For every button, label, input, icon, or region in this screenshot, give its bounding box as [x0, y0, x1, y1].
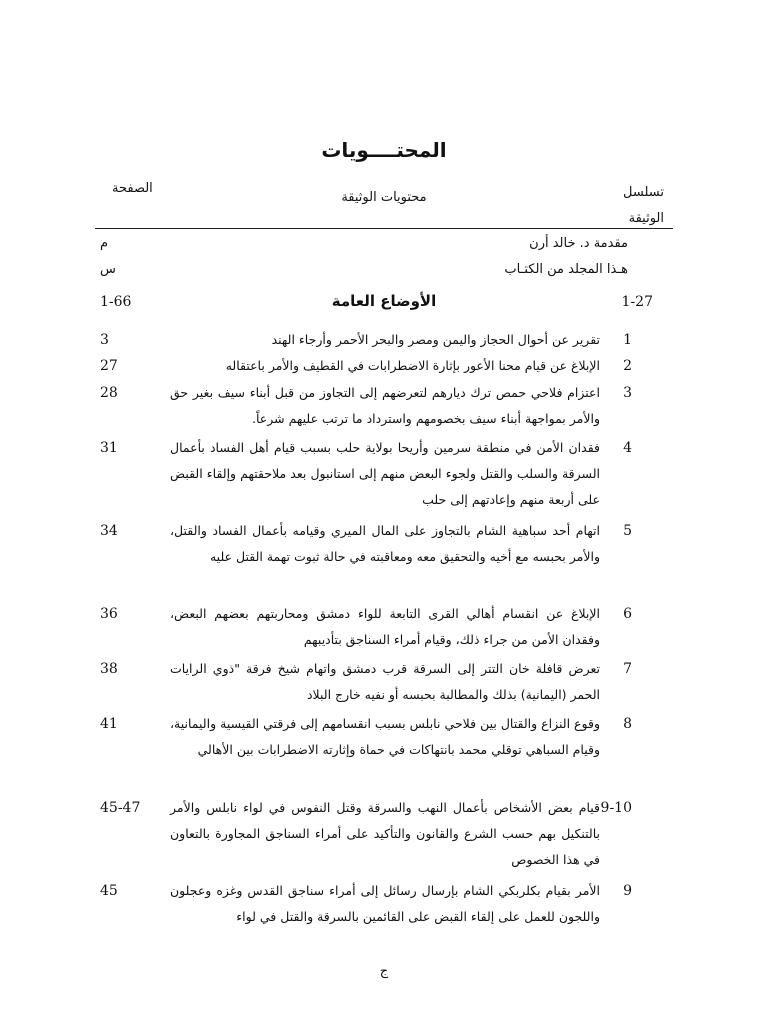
entry-text: تقرير عن أحوال الحجاز واليمن ومصر والبحر الأحمر وأرجاء الهند [271, 332, 600, 347]
header-sequence-line2: الوثيقة [628, 211, 664, 226]
intro-item-page: س [100, 262, 116, 277]
entry-text: تعرض قافلة خان التتر إلى السرقة قرب دمشق واتهام شيخ فرقة "ذوي الرايات الحمر (اليمانية) بذلك والمطالبة بحبسه أو نفيه خارج البلاد [170, 661, 600, 702]
entry-page: 28 [100, 385, 118, 401]
entry-text: الأمر بقيام بكلربكي الشام بإرسال رسائل إلى أمراء سناجق القدس وغزه وعجلون واللجون للعمل على إلقاء القبض على القائمين بالسرقة والقتل في لواء [170, 883, 600, 924]
entry-page: 38 [100, 661, 118, 677]
header-divider [95, 228, 673, 229]
entry-text: وقوع النزاع والقتال بين فلاحي نابلس بسبب انقسامهم إلى فرقتي القيسية واليمانية، وقيام السباهي توقلي محمد بانتهاكات في حماة وإثارته الاضطرابات بين الأهالي [170, 716, 600, 757]
entry-text: اعتزام فلاحي حمص ترك ديارهم لتعرضهم إلى التجاوز من قبل أبناء سيف بغير حق والأمر بمواجهة أبناء سيف بخصومهم واسترداد ما ترتب عليهم شرعاً. [170, 385, 600, 426]
entry-text: الإبلاغ عن قيام محنا الأعور بإثارة الاضطرابات في القطيف والأمر باعتقاله [225, 358, 600, 373]
intro-item-text: هـذا المجلد من الكتـاب [504, 262, 628, 277]
entry-page: 41 [100, 716, 118, 732]
entry-page: 36 [100, 606, 118, 622]
entry-number: 5 [623, 523, 632, 539]
header-page: الصفحة [112, 181, 153, 196]
intro-item-text: مقدمة د. خالد أرن [529, 236, 628, 251]
entry-number: 8 [623, 716, 632, 732]
section-pages: 1-66 [100, 294, 132, 310]
section-sequence: 1-27 [621, 294, 653, 310]
entry-page: 27 [100, 358, 118, 374]
entry-number: 1 [623, 332, 632, 348]
entry-text: الإبلاغ عن انقسام أهالي القرى التابعة للواء دمشق ومحاربتهم بعضهم البعض، وفقدان الأمن من جراء ذلك، وقيام أمراء السناجق بتأديبهم [170, 606, 600, 647]
entry-number: 6 [623, 606, 632, 622]
page-title: المحتــــويات [321, 138, 447, 162]
section-title: الأوضاع العامة [331, 292, 437, 310]
header-sequence [604, 180, 664, 232]
entry-page: 45 [100, 883, 118, 899]
entry-page: 3 [100, 332, 109, 348]
entry-page: 34 [100, 523, 118, 539]
entry-page: 45-47 [100, 800, 141, 816]
entry-number: 3 [623, 385, 632, 401]
entry-page: 31 [100, 440, 118, 456]
entry-number: 7 [623, 661, 632, 677]
intro-item-page: م [100, 236, 109, 251]
entry-text: اتهام أحد سباهية الشام بالتجاوز على المال الميري وقيامه بأعمال الفساد والقتل، والأمر بحبسه مع أخيه والتحقيق معه ومعاقبته في حالة ثبوت تهمة القتل عليه [170, 523, 600, 564]
entry-number: 4 [623, 440, 632, 456]
entry-number: 9 [623, 883, 632, 899]
entry-text: فقدان الأمن في منطقة سرمين وأريحا بولاية حلب بسبب قيام أهل الفساد بأعمال السرقة والسلب والقتل ولجوء البعض منهم إلى استانبول بعد ملاحقتهم وإلقاء القبض على أربعة منهم وإعادتهم إلى حلب [170, 440, 600, 507]
entry-text: قيام بعض الأشخاص بأعمال النهب والسرقة وقتل النفوس في لواء نابلس والأمر بالتنكيل بهم حسب الشرع والقانون والتأكيد على أمراء السناجق المجاورة بالتعاون في هذا الخصوص [170, 800, 600, 867]
entry-number: 2 [623, 358, 632, 374]
header-contents: محتويات الوثيقة [341, 190, 427, 205]
header-sequence-line1: تسلسل [623, 185, 664, 200]
entry-number: 9-10 [600, 800, 632, 816]
page-number-footer: ج [379, 964, 389, 979]
